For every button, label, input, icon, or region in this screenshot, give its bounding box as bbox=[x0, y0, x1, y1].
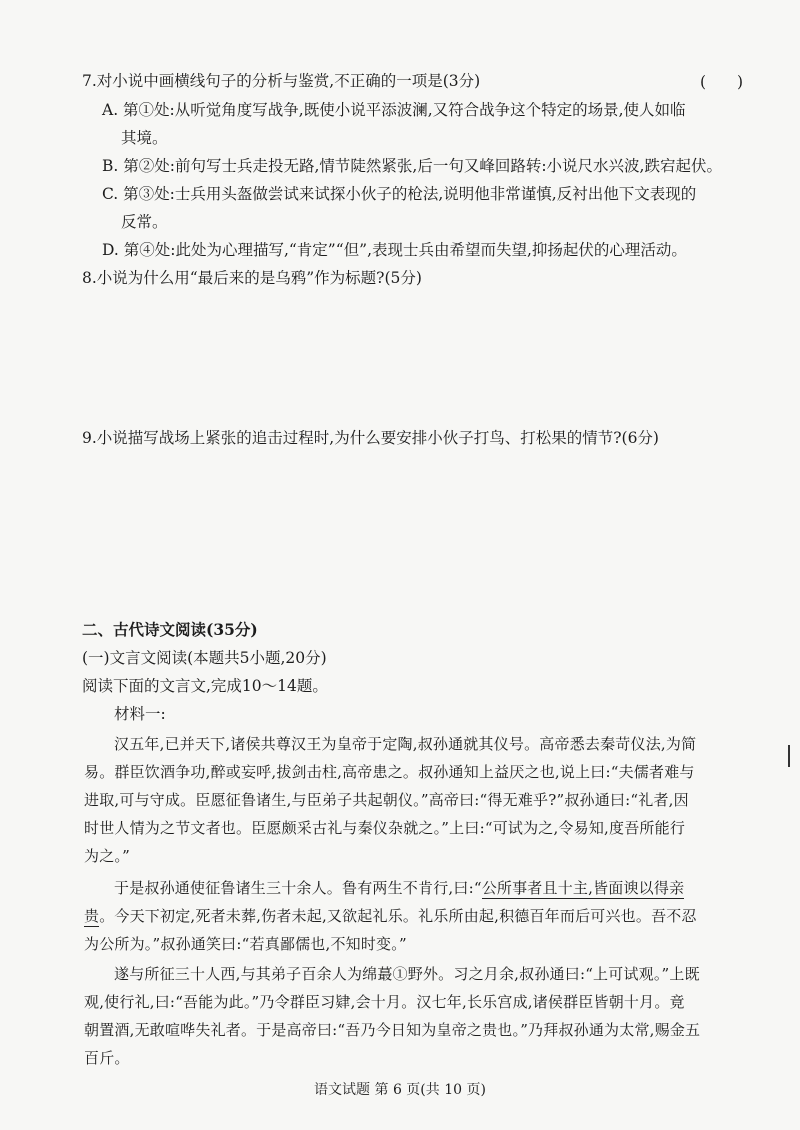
underlined-sentence-end: 贵 bbox=[84, 907, 100, 925]
question-8: 8.小说为什么用“最后来的是乌鸦”作为标题?(5分) bbox=[82, 269, 422, 287]
passage-text: 于是叔孙通使征鲁诸生三十余人。鲁有两生不肯行,曰:“ bbox=[114, 879, 482, 897]
passage-line: 为之。” bbox=[84, 847, 130, 865]
option-a: A. 第①处:从听觉角度写战争,既使小说平添波澜,又符合战争这个特定的场景,使人如临 bbox=[102, 101, 686, 119]
passage-line bbox=[84, 905, 697, 927]
passage-text: 。今天下初定,死者未葬,伤者未起,又欲起礼乐。礼乐所由起,积德百年而后可兴也。吾不忍 bbox=[99, 907, 697, 925]
question-9: 9.小说描写战场上紧张的追击过程时,为什么要安排小伙子打鸟、打松果的情节?(6分) bbox=[82, 429, 659, 447]
answer-parentheses: ( ) bbox=[700, 73, 744, 91]
option-d: D. 第④处:此处为心理描写,“肯定”“但”,表现士兵由希望而失望,抑扬起伏的心理活动。 bbox=[102, 241, 687, 259]
question-7-stem: 7.对小说中画横线句子的分析与鉴赏,不正确的一项是(3分) bbox=[82, 72, 481, 90]
passage-line: 为公所为。”叔孙通笑曰:“若真鄙儒也,不知时变。” bbox=[84, 935, 407, 953]
option-b: B. 第②处:前句写士兵走投无路,情节陡然紧张,后一句又峰回路转:小说尺水兴波,跌宕起伏。 bbox=[102, 157, 722, 175]
passage-line: 易。群臣饮酒争功,醉或妄呼,拔剑击柱,高帝患之。叔孙通知上益厌之也,说上曰:“夫儒者难与 bbox=[84, 763, 695, 781]
passage-line: 汉五年,已并天下,诸侯共尊汉王为皇帝于定陶,叔孙通就其仪号。高帝悉去秦苛仪法,为简 bbox=[114, 735, 697, 753]
passage-line: 时世人情为之节文者也。臣愿颇采古礼与秦仪杂就之。”上曰:“可试为之,令易知,度吾所能行 bbox=[84, 819, 686, 837]
option-c: C. 第③处:士兵用头盔做尝试来试探小伙子的枪法,说明他非常谨慎,反衬出他下文表现的 bbox=[102, 185, 697, 203]
passage-line: 朝置酒,无敢喧哗失礼者。于是高帝曰:“吾乃今日知为皇帝之贵也。”乃拜叔孙通为太常,赐金五 bbox=[84, 1021, 701, 1039]
page-footer: 语文试题 第 6 页(共 10 页) bbox=[314, 1082, 486, 1098]
passage-line: 进取,可与守成。臣愿征鲁诸生,与臣弟子共起朝仪。”高帝曰:“得无难乎?”叔孙通曰:“礼者,因 bbox=[84, 791, 689, 809]
material-label: 材料一: bbox=[114, 705, 166, 723]
option-a-cont: 其境。 bbox=[121, 129, 168, 147]
passage-line: 百斤。 bbox=[84, 1049, 130, 1067]
passage-line bbox=[114, 877, 684, 899]
section-title: 二、古代诗文阅读(35分) bbox=[82, 620, 258, 639]
passage-line: 观,使行礼,曰:“吾能为此。”乃令群臣习肄,会十月。汉七年,长乐宫成,诸侯群臣皆朝十月。竟 bbox=[84, 993, 685, 1011]
passage-line: 遂与所征三十人西,与其弟子百余人为绵蕞①野外。习之月余,叔孙通曰:“上可试观。”上既 bbox=[114, 965, 700, 983]
option-c-cont: 反常。 bbox=[121, 213, 168, 231]
underlined-sentence: 公所事者且十主,皆面谀以得亲 bbox=[481, 879, 685, 897]
instructions: 阅读下面的文言文,完成10～14题。 bbox=[82, 677, 328, 695]
margin-mark bbox=[788, 745, 790, 767]
subsection-title: (一)文言文阅读(本题共5小题,20分) bbox=[82, 649, 327, 667]
